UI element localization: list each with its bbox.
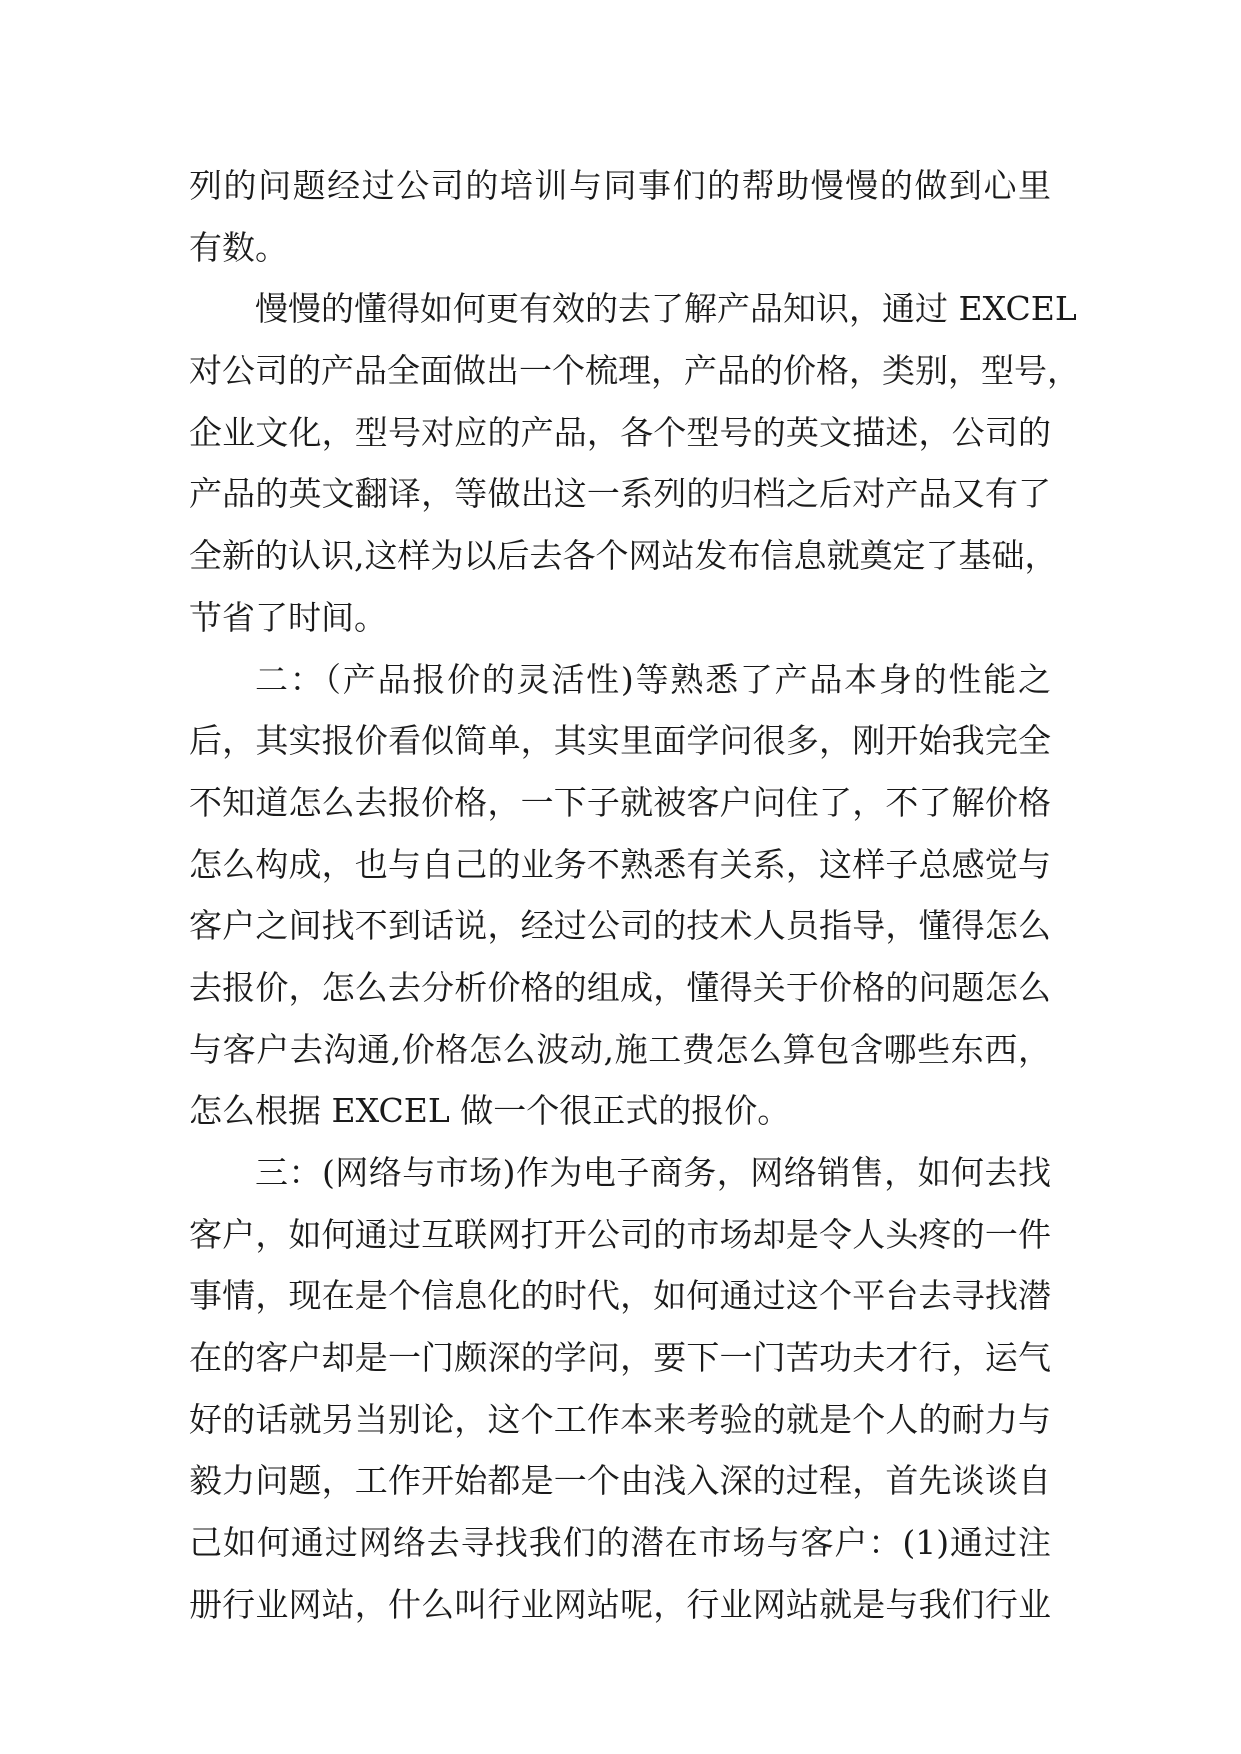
text-line: 全新的认识,这样为以后去各个网站发布信息就奠定了基础， [189, 536, 1058, 576]
text-line: 与客户去沟通,价格怎么波动,施工费怎么算包含哪些东西， [189, 1029, 1051, 1069]
text-line: 列的问题经过公司的培训与同事们的帮助慢慢的做到心里 [189, 166, 1051, 205]
text-line: 三：(网络与市场)作为电子商务，网络销售，如何去找 [255, 1153, 1051, 1192]
text-line: 在的客户却是一门颇深的学问，要下一门苦功夫才行，运气 [189, 1338, 1051, 1378]
body-text [189, 155, 1080, 1636]
text-line: 客户之间找不到话说，经过公司的技术人员指导，懂得怎么 [189, 906, 1051, 946]
text-line: 后，其实报价看似简单，其实里面学问很多，刚开始我完全 [189, 721, 1051, 761]
text-line: 册行业网站，什么叫行业网站呢，行业网站就是与我们行业 [189, 1584, 1051, 1624]
text-line: 客户，如何通过互联网打开公司的市场却是令人头疼的一件 [189, 1214, 1051, 1254]
text-line: 对公司的产品全面做出一个梳理，产品的价格，类别，型号， [189, 351, 1080, 391]
text-line: 不知道怎么去报价格，一下子就被客户问住了，不了解价格 [189, 782, 1051, 822]
text-line: 去报价，怎么去分析价格的组成，懂得关于价格的问题怎么 [189, 967, 1051, 1007]
text-line: 二：（产品报价的灵活性)等熟悉了产品本身的性能之 [255, 659, 1051, 699]
text-line: 慢慢的懂得如何更有效的去了解产品知识，通过 EXCEL [255, 289, 1077, 329]
text-line: 好的话就另当别论，这个工作本来考验的就是个人的耐力与 [189, 1399, 1051, 1439]
text-line: 怎么构成，也与自己的业务不熟悉有关系，这样子总感觉与 [189, 844, 1051, 884]
text-line: 事情，现在是个信息化的时代，如何通过这个平台去寻找潜 [189, 1276, 1051, 1316]
text-line: 节省了时间。 [189, 597, 387, 637]
text-line: 企业文化，型号对应的产品，各个型号的英文描述，公司的 [189, 412, 1051, 452]
text-line: 有数。 [189, 227, 288, 267]
text-line: 产品的英文翻译，等做出这一系列的归档之后对产品又有了 [189, 474, 1051, 514]
text-line: 毅力问题，工作开始都是一个由浅入深的过程，首先谈谈自 [189, 1461, 1051, 1501]
text-line: 怎么根据 EXCEL 做一个很正式的报价。 [189, 1091, 791, 1131]
text-line: 己如何通过网络去寻找我们的潜在市场与客户：(1)通过注 [189, 1523, 1051, 1563]
